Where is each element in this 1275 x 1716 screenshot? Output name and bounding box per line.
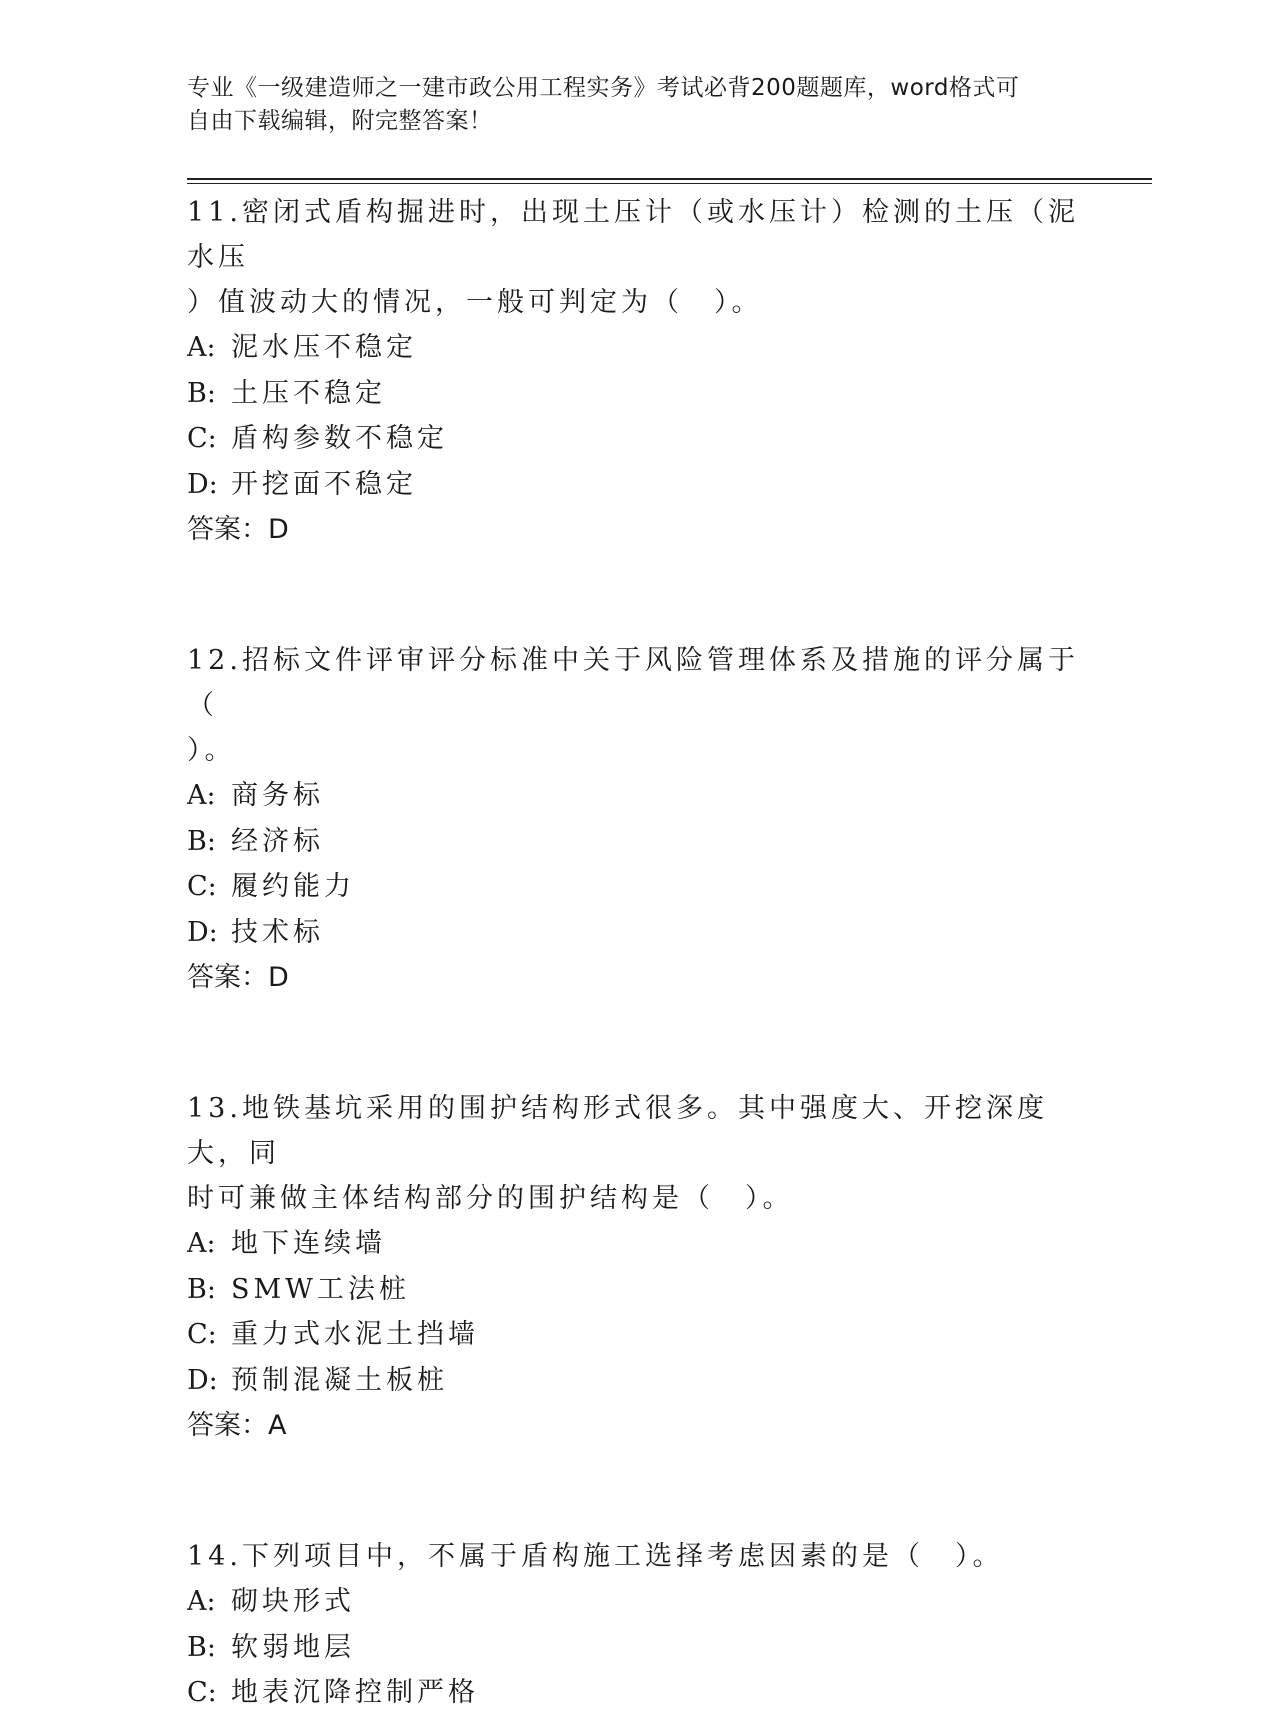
option-c (187, 1670, 1087, 1716)
question-stem-line: 14.下列项目中，不属于盾构施工选择考虑因素的是（ ）。 (187, 1541, 1004, 1572)
option-d (187, 910, 1087, 956)
question-12 (187, 638, 1087, 1000)
option-a (187, 325, 1087, 371)
question-13 (187, 1086, 1087, 1448)
answer-line: 答案：D (187, 962, 289, 993)
option-text: 软弱地层 (231, 1631, 355, 1663)
option-key: B: (187, 1273, 216, 1305)
question-stem-line: ）。 (187, 735, 236, 766)
option-b (187, 819, 1087, 865)
option-text: 商务标 (231, 780, 324, 811)
question-list (187, 190, 1087, 1716)
document-header (187, 72, 1067, 138)
option-key: C: (187, 423, 217, 454)
header-line-2: 自由下载编辑，附完整答案！ (187, 108, 493, 134)
option-text: 预制混凝土板桩 (231, 1364, 448, 1396)
option-text: 土压不稳定 (231, 377, 386, 409)
option-text: 履约能力 (231, 871, 355, 902)
option-key: C: (187, 1319, 217, 1350)
answer-line: 答案：D (187, 514, 289, 545)
option-c (187, 416, 1087, 462)
question-stem-line: 12.招标文件评审评分标准中关于风险管理体系及措施的评分属于（ (187, 645, 1079, 721)
option-b (187, 1267, 1087, 1313)
question-stem-line: 13.地铁基坑采用的围护结构形式很多。其中强度大、开挖深度大，同 (187, 1093, 1048, 1169)
header-divider-thick (187, 178, 1152, 180)
header-line-1: 专业《一级建造师之一建市政公用工程实务》考试必背200题题库，word格式可 (187, 75, 1020, 101)
option-key: C: (187, 871, 217, 902)
option-key: A: (187, 780, 216, 811)
option-key: C: (187, 1677, 217, 1708)
option-key: A: (187, 1228, 216, 1259)
question-spacer (187, 552, 1087, 638)
option-text: 砌块形式 (231, 1586, 355, 1617)
option-a (187, 1579, 1087, 1625)
option-text: 重力式水泥土挡墙 (231, 1319, 479, 1350)
option-text: 技术标 (231, 916, 324, 948)
option-a (187, 773, 1087, 819)
question-11 (187, 190, 1087, 552)
option-key: A: (187, 1586, 216, 1617)
option-key: B: (187, 377, 216, 409)
option-key: A: (187, 332, 216, 363)
option-text: 泥水压不稳定 (231, 332, 417, 363)
option-text: 盾构参数不稳定 (231, 423, 448, 454)
question-14 (187, 1534, 1087, 1716)
option-key: D: (187, 1364, 218, 1396)
option-b (187, 371, 1087, 417)
question-spacer (187, 1000, 1087, 1086)
option-text: 地表沉降控制严格 (231, 1677, 479, 1708)
option-text: SMW工法桩 (231, 1273, 410, 1305)
question-stem-line: 时可兼做主体结构部分的围护结构是（ ）。 (187, 1183, 794, 1214)
header-divider-thin (187, 183, 1152, 184)
answer-line: 答案：A (187, 1410, 287, 1441)
option-d (187, 462, 1087, 508)
option-key: B: (187, 825, 216, 857)
option-text: 地下连续墙 (231, 1228, 386, 1259)
question-stem-line: ）值波动大的情况，一般可判定为（ ）。 (187, 287, 763, 318)
question-spacer (187, 1448, 1087, 1534)
option-c (187, 1312, 1087, 1358)
option-key: D: (187, 468, 218, 500)
option-c (187, 864, 1087, 910)
option-text: 经济标 (231, 825, 324, 857)
question-stem-line: 11.密闭式盾构掘进时，出现土压计（或水压计）检测的土压（泥水压 (187, 197, 1079, 273)
option-key: B: (187, 1631, 216, 1663)
option-b (187, 1625, 1087, 1671)
option-d (187, 1358, 1087, 1404)
option-key: D: (187, 916, 218, 948)
option-a (187, 1221, 1087, 1267)
option-text: 开挖面不稳定 (231, 468, 417, 500)
